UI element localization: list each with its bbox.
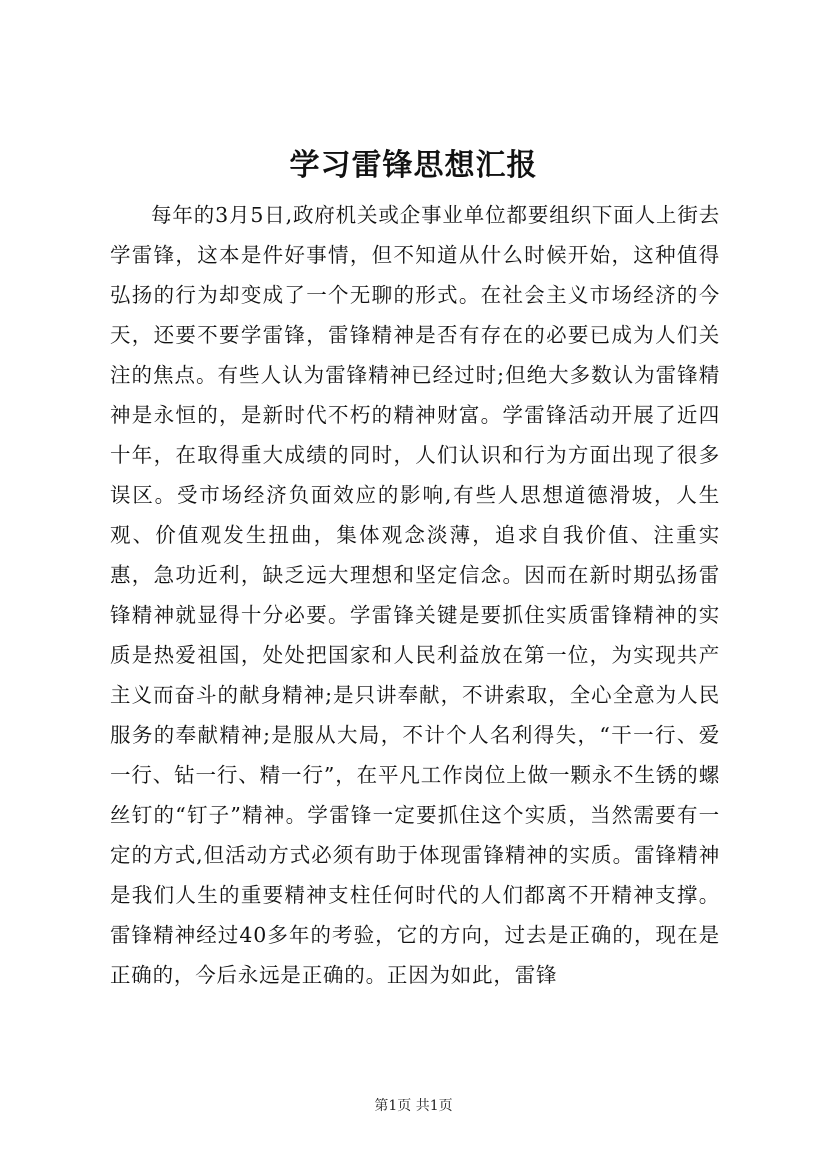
page-number-footer: 第1页 共1页	[374, 1098, 453, 1114]
document-body-paragraph: 每年的3月5日,政府机关或企事业单位都要组织下面人上街去学雷锋，这本是件好事情，但不知道从什么时候开始，这种值得弘扬的行为却变成了一个无聊的形式。在社会主义市场经济的今天，还要不要学雷锋，雷锋精神是否有存在的必要已成为人们关注的焦点。有些人认为雷锋精神已经过时;但绝大多数认为雷锋精神是永恒的，是新时代不朽的精神财富。学雷锋活动开展了近四十年，在取得重大成绩的同时，人们认识和行为方面出现了很多误区。受市场经济负面效应的影响,有些人思想道德滑坡，人生观、价值观发生扭曲，集体观念淡薄，追求自我价值、注重实惠，急功近利，缺乏远大理想和坚定信念。因而在新时期弘扬雷锋精神就显得十分必要。学雷锋关键是要抓住实质雷锋精神的实质是热爱祖国，处处把国家和人民利益放在第一位，为实现共产主义而奋斗的献身精神;是只讲奉献，不讲索取，全心全意为人民服务的奉献精神;是服从大局，不计个人名利得失，“干一行、爱一行、钻一行、精一行”，在平凡工作岗位上做一颗永不生锈的螺丝钉的“钉子”精神。学雷锋一定要抓住这个实质，当然需要有一定的方式,但活动方式必须有助于体现雷锋精神的实质。雷锋精神是我们人生的重要精神支柱任何时代的人们都离不开精神支撑。雷锋精神经过40多年的考验，它的方向，过去是正确的，现在是正确的，今后永远是正确的。正因为如此，雷锋	[110, 203, 720, 987]
document-title: 学习雷锋思想汇报	[289, 148, 538, 183]
